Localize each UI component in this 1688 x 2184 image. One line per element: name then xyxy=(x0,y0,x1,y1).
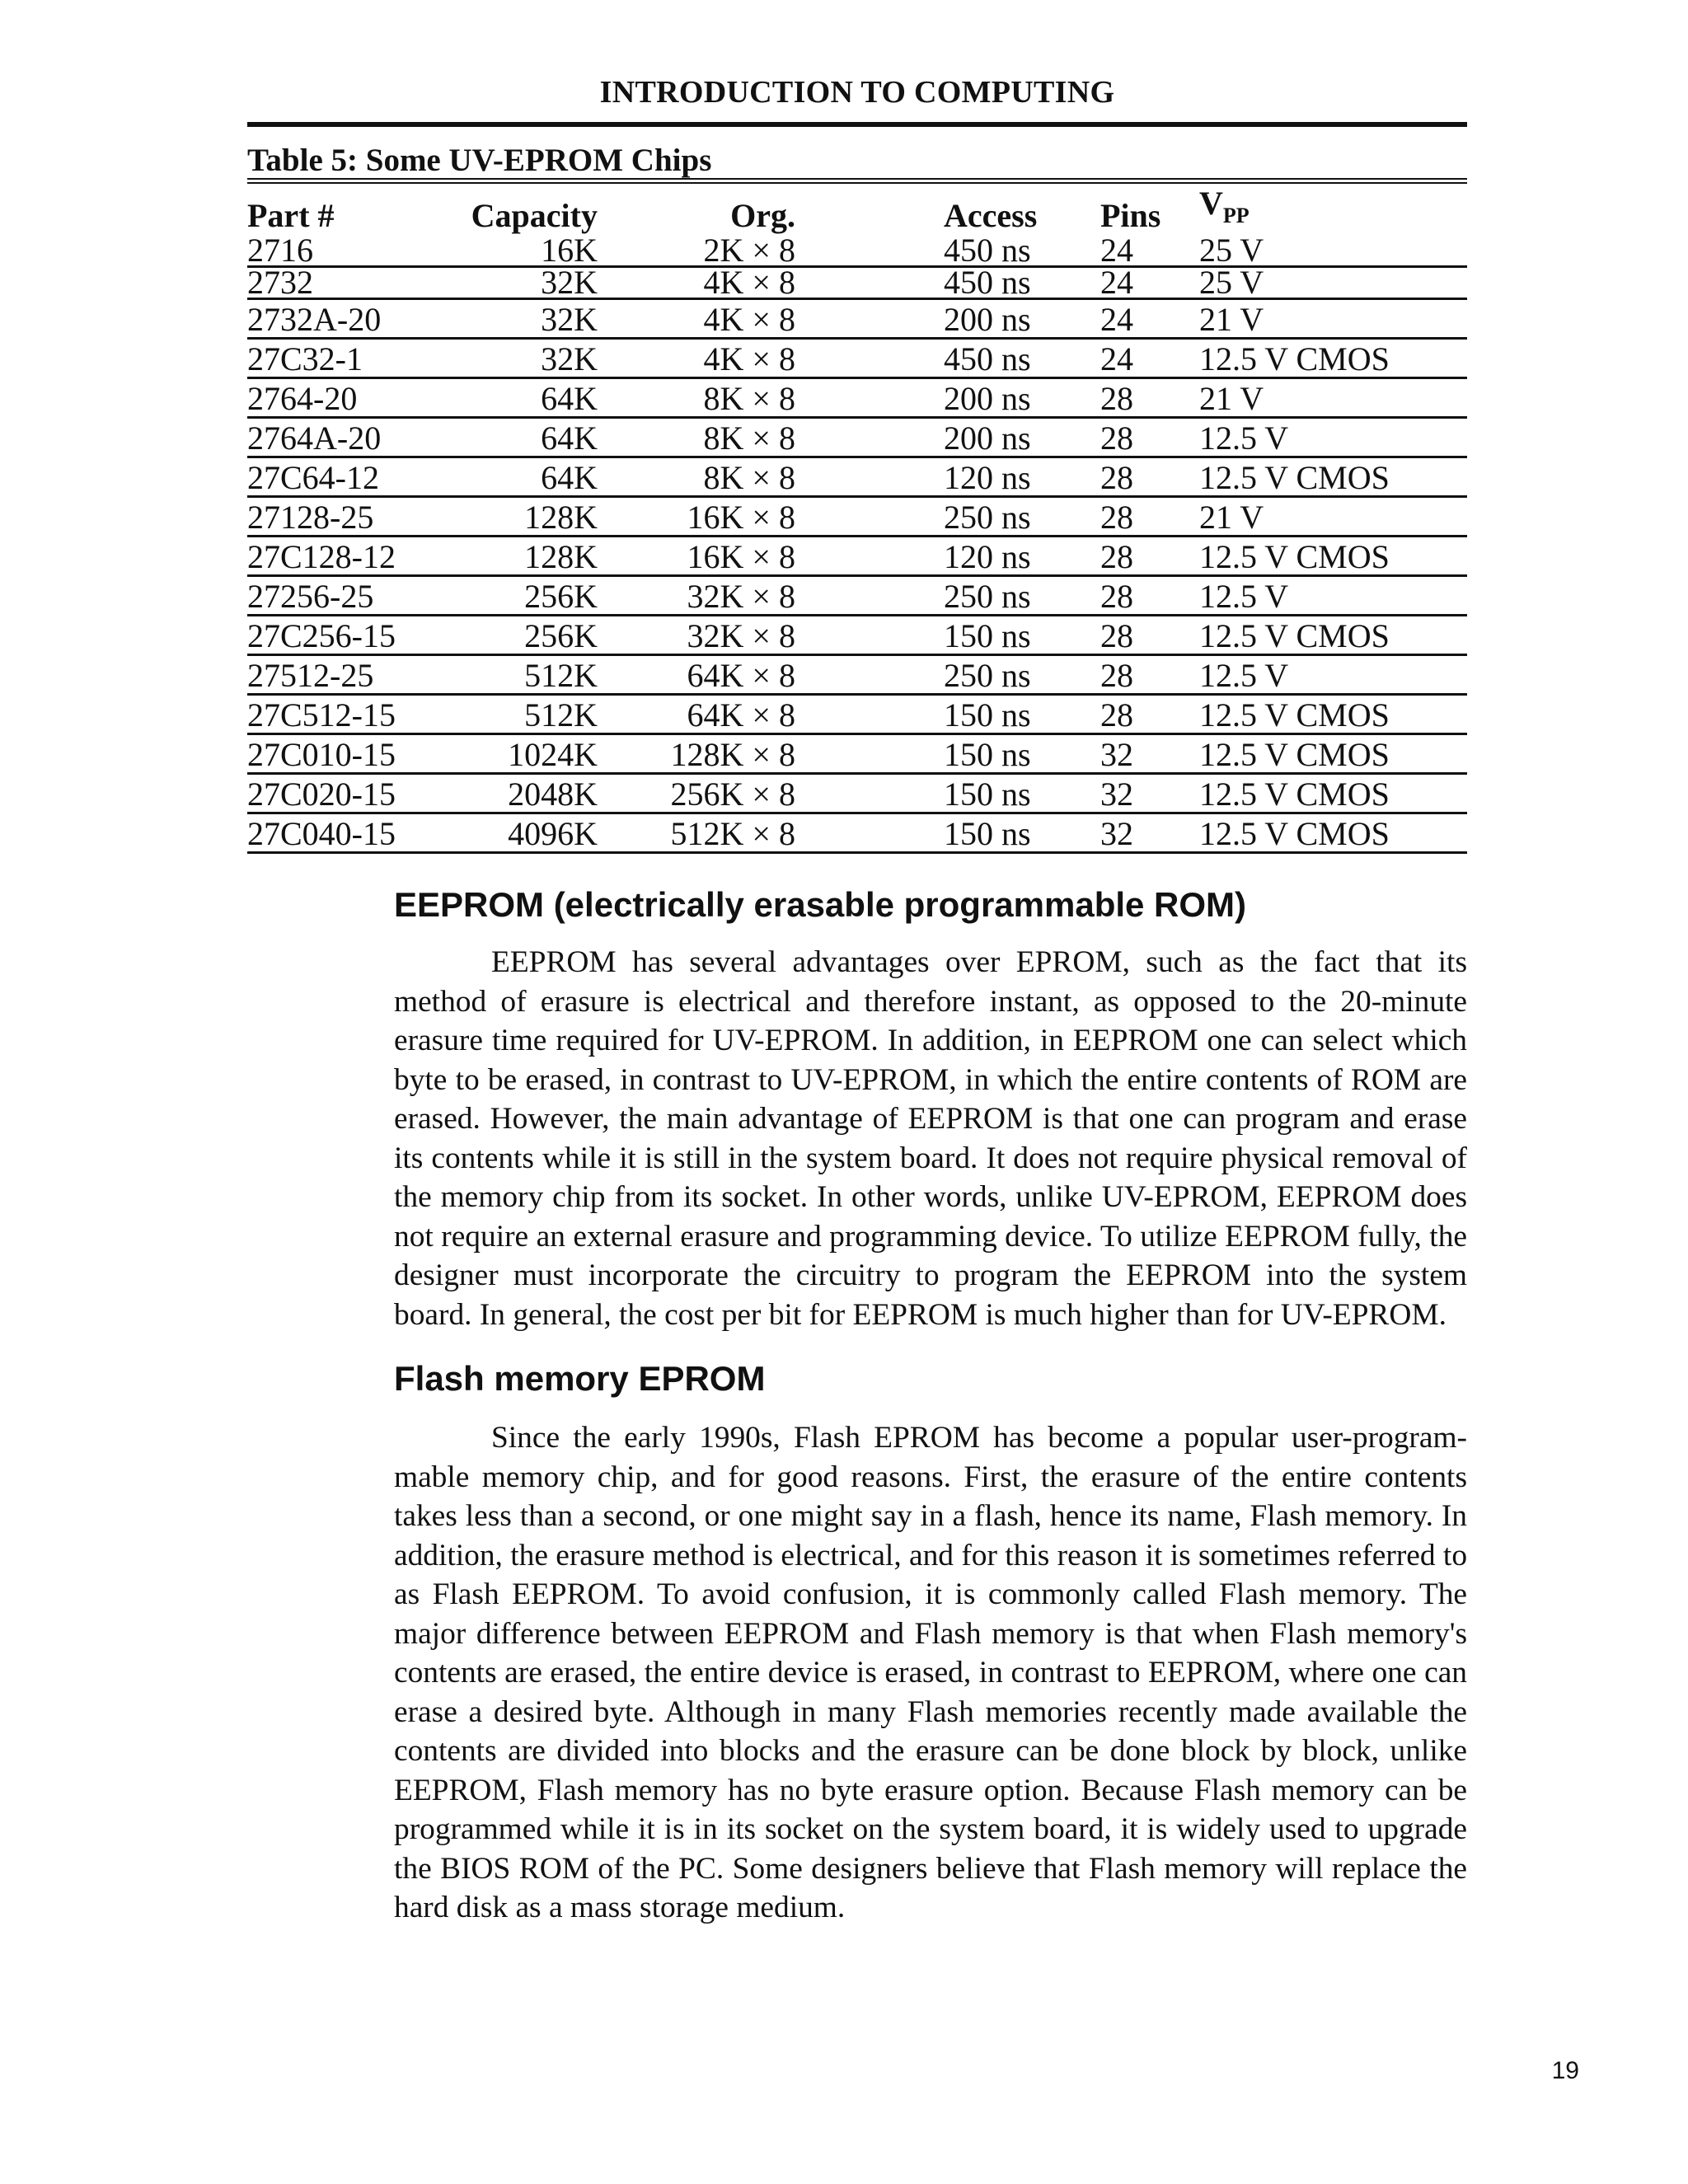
cell-pins: 24 xyxy=(1100,267,1199,299)
cell-access: 250 ns xyxy=(944,655,1100,695)
section-paragraph-flash: Since the early 1990s, Flash EPROM has become a popular user-programmable memory chip, and for good reasons. First, the erasure of the entire contents takes less than a second, or one might say in a flash, hence its name, Flash memory. In addition, the erasure method is electrical, and for this reason it is sometimes referred to as Flash EEPROM. To avoid confusion, it is commonly called Flash memory. The major difference between EEPROM and Flash memory is that when Flash memory's contents are erased, the entire device is erased, in contrast to EEPROM, where one can erase a desired byte. Although in many Flash memories recently made available the contents are divided into blocks and the erasure can be done block by block, unlike EEPROM, Flash memory has no byte erasure option. Because Flash memory can be programmed while it is in its socket on the system board, it is widely used to upgrade the BIOS ROM of the PC. Some designers believe that Flash memory will replace the hard disk as a mass storage medium. xyxy=(394,1421,1468,1924)
cell-pins: 28 xyxy=(1100,576,1199,616)
cell-org: 64K × 8 xyxy=(598,655,795,695)
cell-access: 150 ns xyxy=(944,813,1100,853)
table-row xyxy=(247,734,1467,774)
table-body xyxy=(247,232,1467,853)
cell-vpp: 12.5 V CMOS xyxy=(1199,774,1467,813)
cell-vpp: 21 V xyxy=(1199,497,1467,537)
cell-capacity: 256K xyxy=(437,616,598,655)
cell-spacer xyxy=(795,655,944,695)
cell-vpp: 12.5 V CMOS xyxy=(1199,734,1467,774)
cell-capacity: 128K xyxy=(437,497,598,537)
cell-access: 150 ns xyxy=(944,734,1100,774)
table-top-rule xyxy=(247,178,1467,184)
main-content xyxy=(394,880,1467,1928)
running-header: INTRODUCTION TO COMPUTING xyxy=(599,75,1115,110)
header-part: Part # xyxy=(247,197,335,234)
cell-access: 120 ns xyxy=(944,537,1100,576)
cell-part: 27C040-15 xyxy=(247,813,437,853)
cell-part: 27C512-15 xyxy=(247,695,437,734)
table-row xyxy=(247,418,1467,457)
cell-vpp: 21 V xyxy=(1199,378,1467,418)
cell-spacer xyxy=(795,418,944,457)
eprom-table xyxy=(247,184,1467,854)
table-row xyxy=(247,576,1467,616)
cell-vpp: 12.5 V CMOS xyxy=(1199,616,1467,655)
cell-spacer xyxy=(795,339,944,378)
cell-spacer xyxy=(795,497,944,537)
cell-part: 27C128-12 xyxy=(247,537,437,576)
cell-capacity: 512K xyxy=(437,655,598,695)
cell-spacer xyxy=(795,774,944,813)
table-row xyxy=(247,655,1467,695)
cell-access: 250 ns xyxy=(944,497,1100,537)
cell-capacity: 64K xyxy=(437,457,598,497)
cell-pins: 28 xyxy=(1100,378,1199,418)
cell-capacity: 64K xyxy=(437,418,598,457)
cell-part: 27C020-15 xyxy=(247,774,437,813)
cell-access: 150 ns xyxy=(944,695,1100,734)
cell-pins: 24 xyxy=(1100,236,1199,267)
table-row xyxy=(247,457,1467,497)
header-vpp-sub: PP xyxy=(1222,204,1250,227)
cell-spacer xyxy=(795,236,944,267)
section-heading-flash: Flash memory EPROM xyxy=(394,1359,766,1398)
cell-org: 16K × 8 xyxy=(598,537,795,576)
table-row xyxy=(247,236,1467,267)
cell-part: 2732 xyxy=(247,267,437,299)
cell-access: 450 ns xyxy=(944,236,1100,267)
cell-part: 27C64-12 xyxy=(247,457,437,497)
cell-access: 450 ns xyxy=(944,267,1100,299)
header-rule xyxy=(247,122,1467,127)
cell-spacer xyxy=(795,813,944,853)
cell-spacer xyxy=(795,616,944,655)
cell-org: 8K × 8 xyxy=(598,457,795,497)
cell-spacer xyxy=(795,378,944,418)
table-row xyxy=(247,378,1467,418)
table-row xyxy=(247,774,1467,813)
cell-part: 27C010-15 xyxy=(247,734,437,774)
header-pins: Pins xyxy=(1100,197,1161,234)
cell-access: 450 ns xyxy=(944,339,1100,378)
cell-pins: 28 xyxy=(1100,457,1199,497)
cell-vpp: 12.5 V xyxy=(1199,655,1467,695)
cell-vpp: 25 V xyxy=(1199,236,1467,267)
cell-access: 150 ns xyxy=(944,616,1100,655)
cell-pins: 24 xyxy=(1100,299,1199,339)
cell-pins: 28 xyxy=(1100,497,1199,537)
cell-part: 2764-20 xyxy=(247,378,437,418)
cell-pins: 28 xyxy=(1100,616,1199,655)
table-header-row xyxy=(247,184,1467,236)
cell-vpp: 12.5 V CMOS xyxy=(1199,813,1467,853)
cell-pins: 28 xyxy=(1100,655,1199,695)
table-row xyxy=(247,299,1467,339)
cell-part: 2732A-20 xyxy=(247,299,437,339)
cell-vpp: 12.5 V CMOS xyxy=(1199,339,1467,378)
cell-capacity: 256K xyxy=(437,576,598,616)
cell-access: 200 ns xyxy=(944,378,1100,418)
cell-org: 4K × 8 xyxy=(598,267,795,299)
header-spacer xyxy=(795,184,944,236)
cell-org: 32K × 8 xyxy=(598,576,795,616)
cell-org: 256K × 8 xyxy=(598,774,795,813)
cell-org: 512K × 8 xyxy=(598,813,795,853)
table-row xyxy=(247,813,1467,853)
header-access: Access xyxy=(944,197,1038,234)
header-vpp-main: V xyxy=(1199,185,1223,222)
header-org: Org. xyxy=(730,197,795,234)
cell-org: 128K × 8 xyxy=(598,734,795,774)
cell-vpp: 12.5 V xyxy=(1199,576,1467,616)
cell-capacity: 1024K xyxy=(437,734,598,774)
cell-part: 27C32-1 xyxy=(247,339,437,378)
header-capacity: Capacity xyxy=(471,197,598,234)
cell-capacity: 4096K xyxy=(437,813,598,853)
cell-spacer xyxy=(795,695,944,734)
cell-vpp: 12.5 V CMOS xyxy=(1199,695,1467,734)
cell-vpp: 12.5 V xyxy=(1199,418,1467,457)
cell-part: 27C256-15 xyxy=(247,616,437,655)
cell-org: 64K × 8 xyxy=(598,695,795,734)
cell-spacer xyxy=(795,734,944,774)
cell-capacity: 512K xyxy=(437,695,598,734)
section-heading-eeprom: EEPROM (electrically erasable programmable ROM) xyxy=(394,885,1247,924)
cell-part: 2764A-20 xyxy=(247,418,437,457)
cell-vpp: 21 V xyxy=(1199,299,1467,339)
cell-access: 150 ns xyxy=(944,774,1100,813)
cell-capacity: 2048K xyxy=(437,774,598,813)
cell-org: 16K × 8 xyxy=(598,497,795,537)
cell-vpp: 25 V xyxy=(1199,267,1467,299)
cell-pins: 28 xyxy=(1100,418,1199,457)
cell-spacer xyxy=(795,457,944,497)
cell-part: 27512-25 xyxy=(247,655,437,695)
table-row xyxy=(247,695,1467,734)
cell-spacer xyxy=(795,299,944,339)
cell-org: 4K × 8 xyxy=(598,339,795,378)
cell-capacity: 64K xyxy=(437,378,598,418)
cell-access: 250 ns xyxy=(944,576,1100,616)
cell-pins: 32 xyxy=(1100,734,1199,774)
table-row xyxy=(247,339,1467,378)
header-vpp xyxy=(1199,184,1467,236)
cell-org: 8K × 8 xyxy=(598,378,795,418)
cell-access: 200 ns xyxy=(944,299,1100,339)
cell-pins: 32 xyxy=(1100,813,1199,853)
cell-capacity: 32K xyxy=(437,339,598,378)
cell-capacity: 32K xyxy=(437,267,598,299)
section-paragraph-eeprom: EEPROM has several advantages over EPROM, such as the fact that its method of erasure is electrical and therefore instant, as opposed to the 20-minute erasure time required for UV-EPROM. In addition, in EEPROM one can select which byte to be erased, in contrast to UV-EPROM, in which the entire contents of ROM are erased. However, the main advantage of EEPROM is that one can program and erase its contents while it is still in the system board. It does not require physical removal of the memory chip from its socket. In other words, unlike UV-EPROM, EEPROM does not require an external erasure and programming device. To utilize EEPROM fully, the designer must incorporate the circuitry to program the EEPROM into the system board. In general, the cost per bit for EEPROM is much higher than for UV-EPROM. xyxy=(394,945,1467,1332)
cell-capacity: 16K xyxy=(437,236,598,267)
cell-capacity: 128K xyxy=(437,537,598,576)
page-number: 19 xyxy=(1551,2057,1579,2084)
cell-pins: 32 xyxy=(1100,774,1199,813)
cell-part: 2716 xyxy=(247,236,437,267)
table-row xyxy=(247,537,1467,576)
cell-spacer xyxy=(795,576,944,616)
cell-pins: 28 xyxy=(1100,695,1199,734)
cell-org: 8K × 8 xyxy=(598,418,795,457)
cell-org: 32K × 8 xyxy=(598,616,795,655)
cell-access: 120 ns xyxy=(944,457,1100,497)
eprom-table-block xyxy=(247,178,1467,854)
cell-vpp: 12.5 V CMOS xyxy=(1199,457,1467,497)
cell-access: 200 ns xyxy=(944,418,1100,457)
table-caption: Table 5: Some UV-EPROM Chips xyxy=(247,143,712,178)
cell-capacity: 32K xyxy=(437,299,598,339)
table-row xyxy=(247,616,1467,655)
cell-pins: 24 xyxy=(1100,339,1199,378)
cell-org: 2K × 8 xyxy=(598,236,795,267)
cell-org: 4K × 8 xyxy=(598,299,795,339)
cell-part: 27256-25 xyxy=(247,576,437,616)
cell-spacer xyxy=(795,537,944,576)
table-row xyxy=(247,497,1467,537)
cell-vpp: 12.5 V CMOS xyxy=(1199,537,1467,576)
cell-spacer xyxy=(795,267,944,299)
cell-part: 27128-25 xyxy=(247,497,437,537)
cell-pins: 28 xyxy=(1100,537,1199,576)
table-row xyxy=(247,267,1467,299)
